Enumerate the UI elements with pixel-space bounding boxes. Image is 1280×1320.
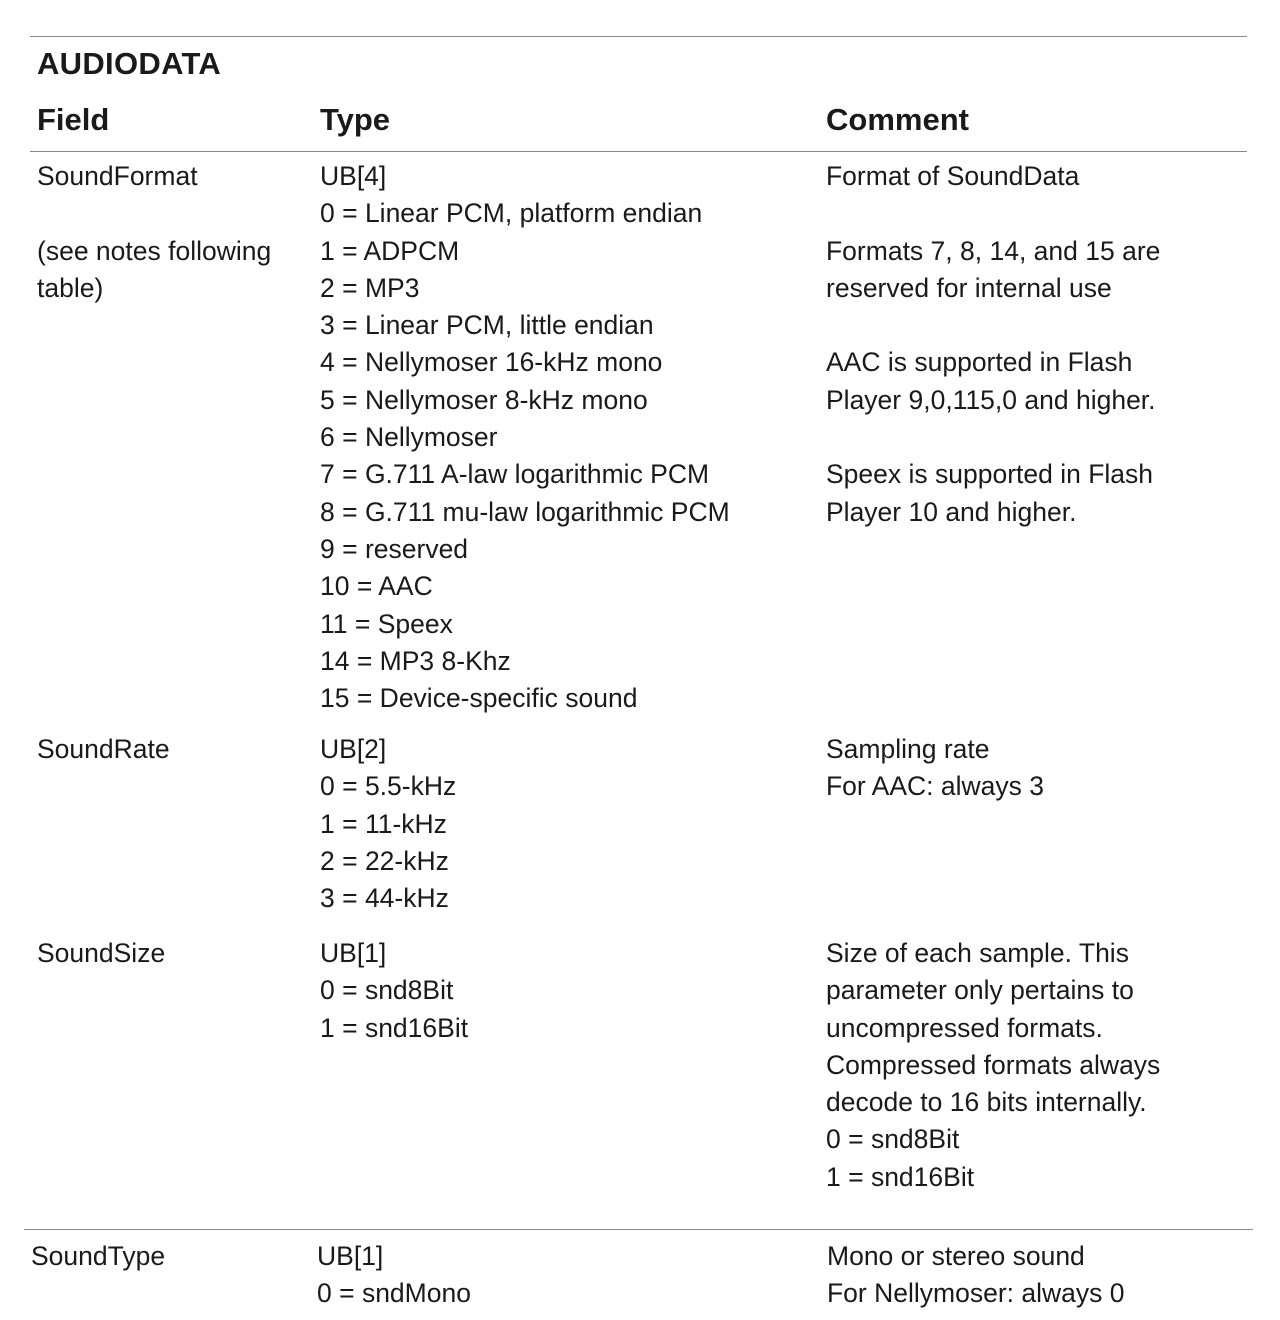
top-rule [30,36,1247,37]
table-title: AUDIODATA [37,46,222,81]
row-soundformat-type: UB[4] 0 = Linear PCM, platform endian 1 = ADPCM 2 = MP3 3 = Linear PCM, little endian 4 = Nellymoser 16-kHz mono 5 = Nellymoser 8-kHz mono 6 = Nellymoser 7 = G.711 A-law logarithmic PCM 8 = G.711 mu-law logarithmic PCM 9 = reserved 10 = AAC 11 = Speex 14 = MP3 8-Khz 15 = Device-specific sound [320,161,730,714]
header-field: Field [37,102,110,137]
row-soundsize-comment: Size of each sample. This parameter only pertains to uncompressed formats. Compressed formats always decode to 16 bits internally. 0 = snd8Bit 1 = snd16Bit [826,938,1161,1192]
row-soundformat-comment: Format of SoundData Formats 7, 8, 14, and 15 are reserved for internal use AAC is supported in Flash Player 9,0,115,0 and higher. Speex is supported in Flash Player 10 and higher. [826,161,1161,527]
row-soundtype-field: SoundType [31,1241,166,1271]
row-soundrate-type: UB[2] 0 = 5.5-kHz 1 = 11-kHz 2 = 22-kHz 3 = 44-kHz [320,734,457,914]
row-soundtype-comment: Mono or stereo sound For Nellymoser: always 0 [827,1241,1125,1309]
header-comment: Comment [826,102,969,137]
page-break-rule [24,1229,1253,1230]
row-soundformat-field: SoundFormat (see notes following table) [37,161,272,303]
row-soundsize-field: SoundSize [37,938,166,968]
header-rule [30,151,1247,152]
row-soundtype-type: UB[1] 0 = sndMono [317,1241,471,1309]
header-type: Type [320,102,391,137]
row-soundsize-type: UB[1] 0 = snd8Bit 1 = snd16Bit [320,938,469,1043]
row-soundrate-field: SoundRate [37,734,170,764]
row-soundrate-comment: Sampling rate For AAC: always 3 [826,734,1044,802]
